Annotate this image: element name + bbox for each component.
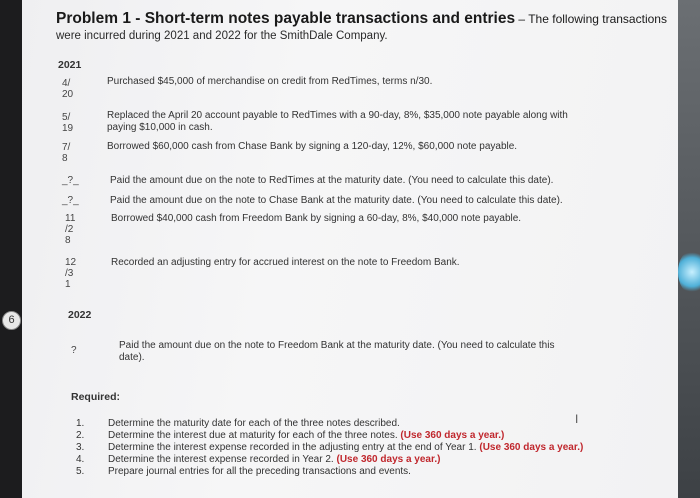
text-cursor-icon: I xyxy=(575,412,579,426)
required-item-note: (Use 360 days a year.) xyxy=(479,442,584,453)
required-item-text: Determine the maturity date for each of the three notes described. xyxy=(108,418,400,429)
required-item-number: 1. xyxy=(76,418,85,429)
problem-subtitle: were incurred during 2021 and 2022 for the SmithDale Company. xyxy=(56,30,388,42)
right-bezel xyxy=(678,0,700,498)
left-bezel xyxy=(0,0,22,498)
question-number-badge: 6 xyxy=(2,311,21,330)
transaction-text: Paid the amount due on the note to Freedom Bank at the maturity date. (You need to calculate this xyxy=(119,340,555,351)
year-2022-heading: 2022 xyxy=(68,309,92,321)
problem-title-main: Problem 1 - Short-term notes payable transactions and entries xyxy=(56,10,516,27)
required-item-note: (Use 360 days a year.) xyxy=(400,430,505,441)
required-item-number: 5. xyxy=(76,466,85,477)
date-nov-28: 11 /2 8 xyxy=(65,213,76,246)
required-item-text: Determine the interest expense recorded in Year 2. xyxy=(108,454,337,465)
screen-glow xyxy=(678,250,700,294)
required-item-number: 3. xyxy=(76,442,85,453)
problem-title xyxy=(56,10,667,28)
transaction-text: Borrowed $40,000 cash from Freedom Bank by signing a 60-day, 8%, $40,000 note payable. xyxy=(111,213,522,224)
transaction-text: Recorded an adjusting entry for accrued interest on the note to Freedom Bank. xyxy=(111,257,460,268)
problem-title-tail: – The following transactions xyxy=(515,12,667,26)
required-item-number: 4. xyxy=(76,454,85,465)
required-item xyxy=(108,466,411,477)
transaction-text: Borrowed $60,000 cash from Chase Bank by signing a 120-day, 12%, $60,000 note payable. xyxy=(107,141,518,152)
date-unknown-redtimes: _?_ xyxy=(62,175,79,186)
date-dec-31: 12 /3 1 xyxy=(65,257,77,290)
transaction-text: Purchased $45,000 of merchandise on credit from RedTimes, terms n/30. xyxy=(107,76,433,87)
required-heading: Required: xyxy=(71,391,121,403)
required-item xyxy=(108,454,440,465)
transaction-text-cont: paying $10,000 in cash. xyxy=(107,122,213,133)
date-jul-8: 7/ 8 xyxy=(62,142,71,164)
required-item xyxy=(108,442,583,453)
required-item-text: Determine the interest due at maturity for each of the three notes. xyxy=(108,430,401,441)
required-item-text: Determine the interest expense recorded in the adjusting entry at the end of Year 1. xyxy=(108,442,480,453)
required-item xyxy=(108,430,504,441)
required-item-number: 2. xyxy=(76,430,85,441)
date-unknown-chase: _?_ xyxy=(62,195,79,206)
transaction-text: Replaced the April 20 account payable to RedTimes with a 90-day, 8%, $35,000 note payable along with xyxy=(107,110,568,121)
date-apr-20: 4/ 20 xyxy=(62,78,74,100)
date-unknown-freedom: ? xyxy=(71,345,77,356)
problem-sheet xyxy=(22,0,678,498)
transaction-text: Paid the amount due on the note to Chase Bank at the maturity date. (You need to calculate this date). xyxy=(110,195,563,206)
year-2021-heading: 2021 xyxy=(58,59,82,71)
required-item-text: Prepare journal entries for all the preceding transactions and events. xyxy=(108,466,411,477)
required-item xyxy=(108,418,400,429)
date-may-19: 5/ 19 xyxy=(62,112,74,134)
transaction-text-cont: date). xyxy=(119,352,145,363)
transaction-text: Paid the amount due on the note to RedTimes at the maturity date. (You need to calculate this date). xyxy=(110,175,554,186)
required-item-note: (Use 360 days a year.) xyxy=(336,454,441,465)
